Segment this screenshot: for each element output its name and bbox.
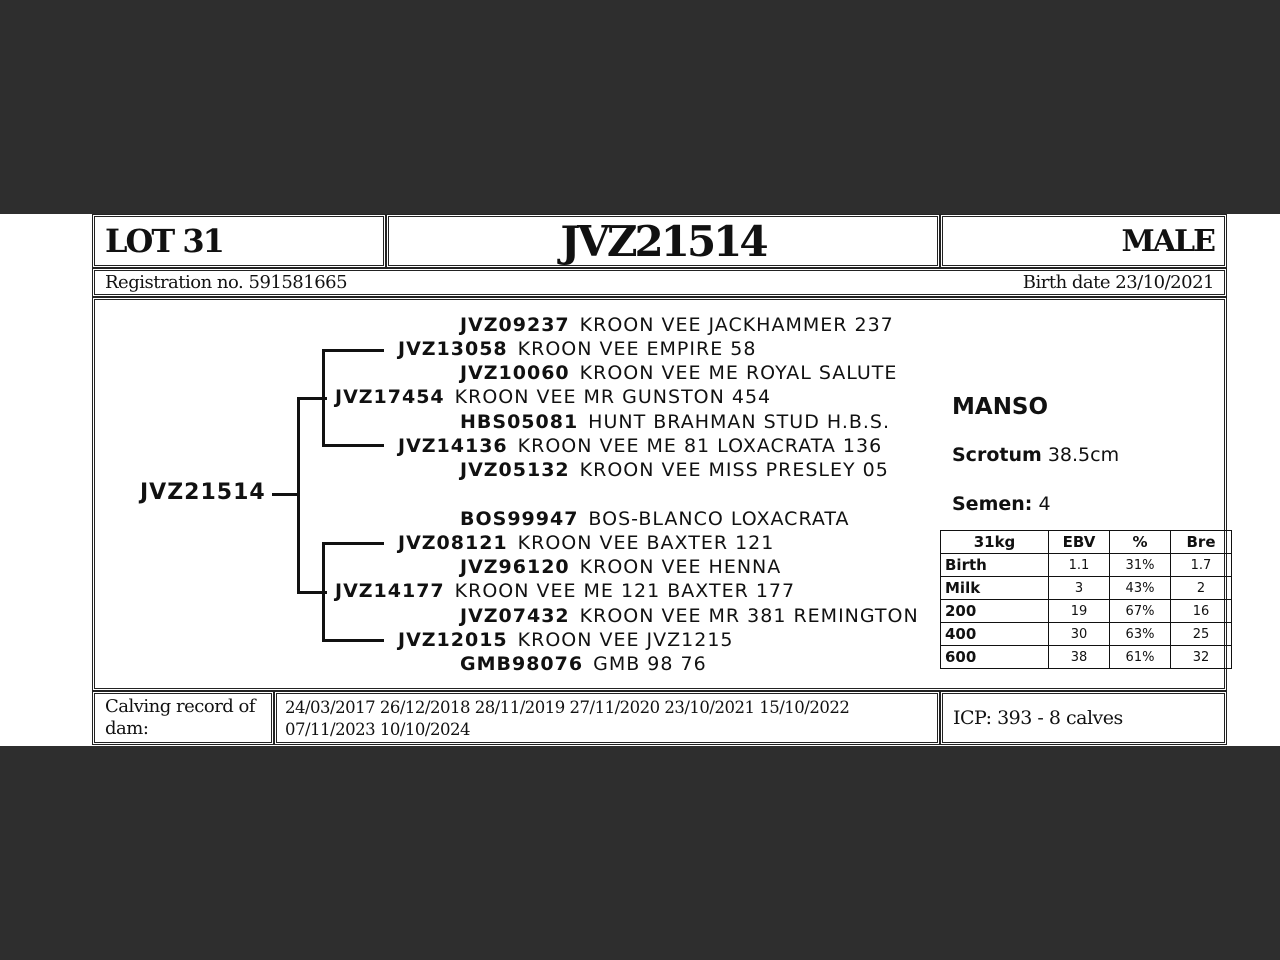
calving-record-label: Calving record of dam: — [94, 693, 272, 743]
calving-dates-line-1: 24/03/2017 26/12/2018 28/11/2019 27/11/2020 23/10/2021 15/10/2022 — [285, 698, 850, 717]
scrotum-value: 38.5cm — [1047, 444, 1120, 466]
ebv-accuracy: 67% — [1110, 600, 1171, 623]
ebv-trait: Milk — [941, 577, 1049, 600]
pedigree-dam-dam — [398, 629, 734, 651]
ebv-value: 3 — [1049, 577, 1110, 600]
ebv-trait: 200 — [941, 600, 1049, 623]
scrotum-info — [952, 444, 1119, 466]
pedigree-code: JVZ09237 — [460, 314, 570, 336]
pedigree-sire — [335, 386, 771, 408]
pedigree-name: KROON VEE EMPIRE 58 — [517, 338, 757, 360]
sex-label: MALE — [942, 216, 1225, 266]
pedigree-name: HUNT BRAHMAN STUD H.B.S. — [588, 411, 891, 433]
ebv-breed: 32 — [1171, 646, 1232, 669]
pedigree-name: KROON VEE MISS PRESLEY 05 — [579, 459, 889, 481]
ebv-row — [941, 554, 1232, 577]
pedigree-sire-sire — [398, 338, 756, 360]
pedigree-name: KROON VEE JACKHAMMER 237 — [579, 314, 894, 336]
pedigree-code: JVZ10060 — [460, 362, 570, 384]
pedigree-dam — [335, 580, 795, 602]
icp-summary: ICP: 393 - 8 calves — [942, 693, 1225, 743]
pedigree-name: KROON VEE MR 381 REMINGTON — [579, 605, 919, 627]
ebv-header: % — [1110, 531, 1171, 554]
ebv-accuracy: 61% — [1110, 646, 1171, 669]
pedigree-sire-dam-sire — [460, 411, 890, 433]
connector-sire-dam — [322, 444, 384, 447]
ebv-value: 30 — [1049, 623, 1110, 646]
pedigree-code: JVZ05132 — [460, 459, 570, 481]
pedigree-code: JVZ17454 — [335, 386, 445, 408]
pedigree-name: KROON VEE JVZ1215 — [517, 629, 734, 651]
ebv-row — [941, 646, 1232, 669]
pedigree-name: KROON VEE HENNA — [579, 556, 782, 578]
registration-row — [94, 270, 1225, 295]
connector-dam-sire — [322, 542, 384, 545]
pedigree-dam-sire — [398, 532, 774, 554]
pedigree-code: BOS99947 — [460, 508, 579, 530]
ebv-header: 31kg — [941, 531, 1049, 554]
connector-dam-dam — [322, 639, 384, 642]
ebv-header: Bre — [1171, 531, 1232, 554]
ebv-value: 1.1 — [1049, 554, 1110, 577]
pedigree-code: JVZ14177 — [335, 580, 445, 602]
pedigree-sire-sire-sire — [460, 314, 894, 336]
ebv-value: 19 — [1049, 600, 1110, 623]
lot-sheet — [0, 214, 1280, 746]
lot-number: LOT 31 — [94, 216, 384, 266]
semen-info — [952, 493, 1051, 515]
pedigree-subject: JVZ21514 — [140, 480, 266, 505]
connector-subject — [272, 493, 298, 496]
semen-label: Semen: — [952, 493, 1033, 515]
pedigree-name: KROON VEE MR GUNSTON 454 — [454, 386, 772, 408]
birth-date: Birth date 23/10/2021 — [1022, 272, 1214, 293]
ebv-breed: 2 — [1171, 577, 1232, 600]
pedigree-code: JVZ14136 — [398, 435, 508, 457]
ebv-breed: 16 — [1171, 600, 1232, 623]
ebv-accuracy: 63% — [1110, 623, 1171, 646]
registration-number: Registration no. 591581665 — [105, 272, 348, 293]
calving-record-dates — [276, 693, 938, 743]
pedigree-code: GMB98076 — [460, 653, 584, 675]
pedigree-name: GMB 98 76 — [593, 653, 707, 675]
ebv-row — [941, 623, 1232, 646]
pedigree-dam-sire-sire — [460, 508, 850, 530]
pedigree-name: KROON VEE ME 81 LOXACRATA 136 — [517, 435, 883, 457]
pedigree-code: JVZ08121 — [398, 532, 508, 554]
scrotum-label: Scrotum — [952, 444, 1042, 466]
semen-value: 4 — [1038, 493, 1051, 515]
pedigree-sire-sire-dam — [460, 362, 897, 384]
ebv-breed: 1.7 — [1171, 554, 1232, 577]
pedigree-code: JVZ12015 — [398, 629, 508, 651]
calving-dates-line-2: 07/11/2023 10/10/2024 — [285, 720, 470, 739]
pedigree-name: KROON VEE BAXTER 121 — [517, 532, 775, 554]
pedigree-dam-dam-dam — [460, 653, 707, 675]
animal-name: MANSO — [952, 394, 1049, 420]
ebv-accuracy: 31% — [1110, 554, 1171, 577]
ebv-table — [940, 530, 1232, 669]
ebv-header: EBV — [1049, 531, 1110, 554]
pedigree-name: KROON VEE ME 121 BAXTER 177 — [454, 580, 796, 602]
pedigree-name: BOS-BLANCO LOXACRATA — [588, 508, 850, 530]
animal-code-title: JVZ21514 — [388, 216, 938, 266]
ebv-trait: 600 — [941, 646, 1049, 669]
ebv-value: 38 — [1049, 646, 1110, 669]
ebv-row — [941, 577, 1232, 600]
pedigree-sire-dam — [398, 435, 882, 457]
connector-sire-parents — [322, 349, 325, 447]
ebv-header-row — [941, 531, 1232, 554]
pedigree-code: JVZ13058 — [398, 338, 508, 360]
pedigree-code: JVZ07432 — [460, 605, 570, 627]
connector-parents — [297, 397, 300, 594]
ebv-breed: 25 — [1171, 623, 1232, 646]
pedigree-code: JVZ96120 — [460, 556, 570, 578]
connector-sire-sire — [322, 349, 384, 352]
pedigree-dam-sire-dam — [460, 556, 781, 578]
ebv-accuracy: 43% — [1110, 577, 1171, 600]
ebv-trait: 400 — [941, 623, 1049, 646]
pedigree-name: KROON VEE ME ROYAL SALUTE — [579, 362, 898, 384]
pedigree-code: HBS05081 — [460, 411, 579, 433]
pedigree-sire-dam-dam — [460, 459, 889, 481]
ebv-trait: Birth — [941, 554, 1049, 577]
connector-dam-parents — [322, 542, 325, 641]
ebv-row — [941, 600, 1232, 623]
pedigree-dam-dam-sire — [460, 605, 919, 627]
